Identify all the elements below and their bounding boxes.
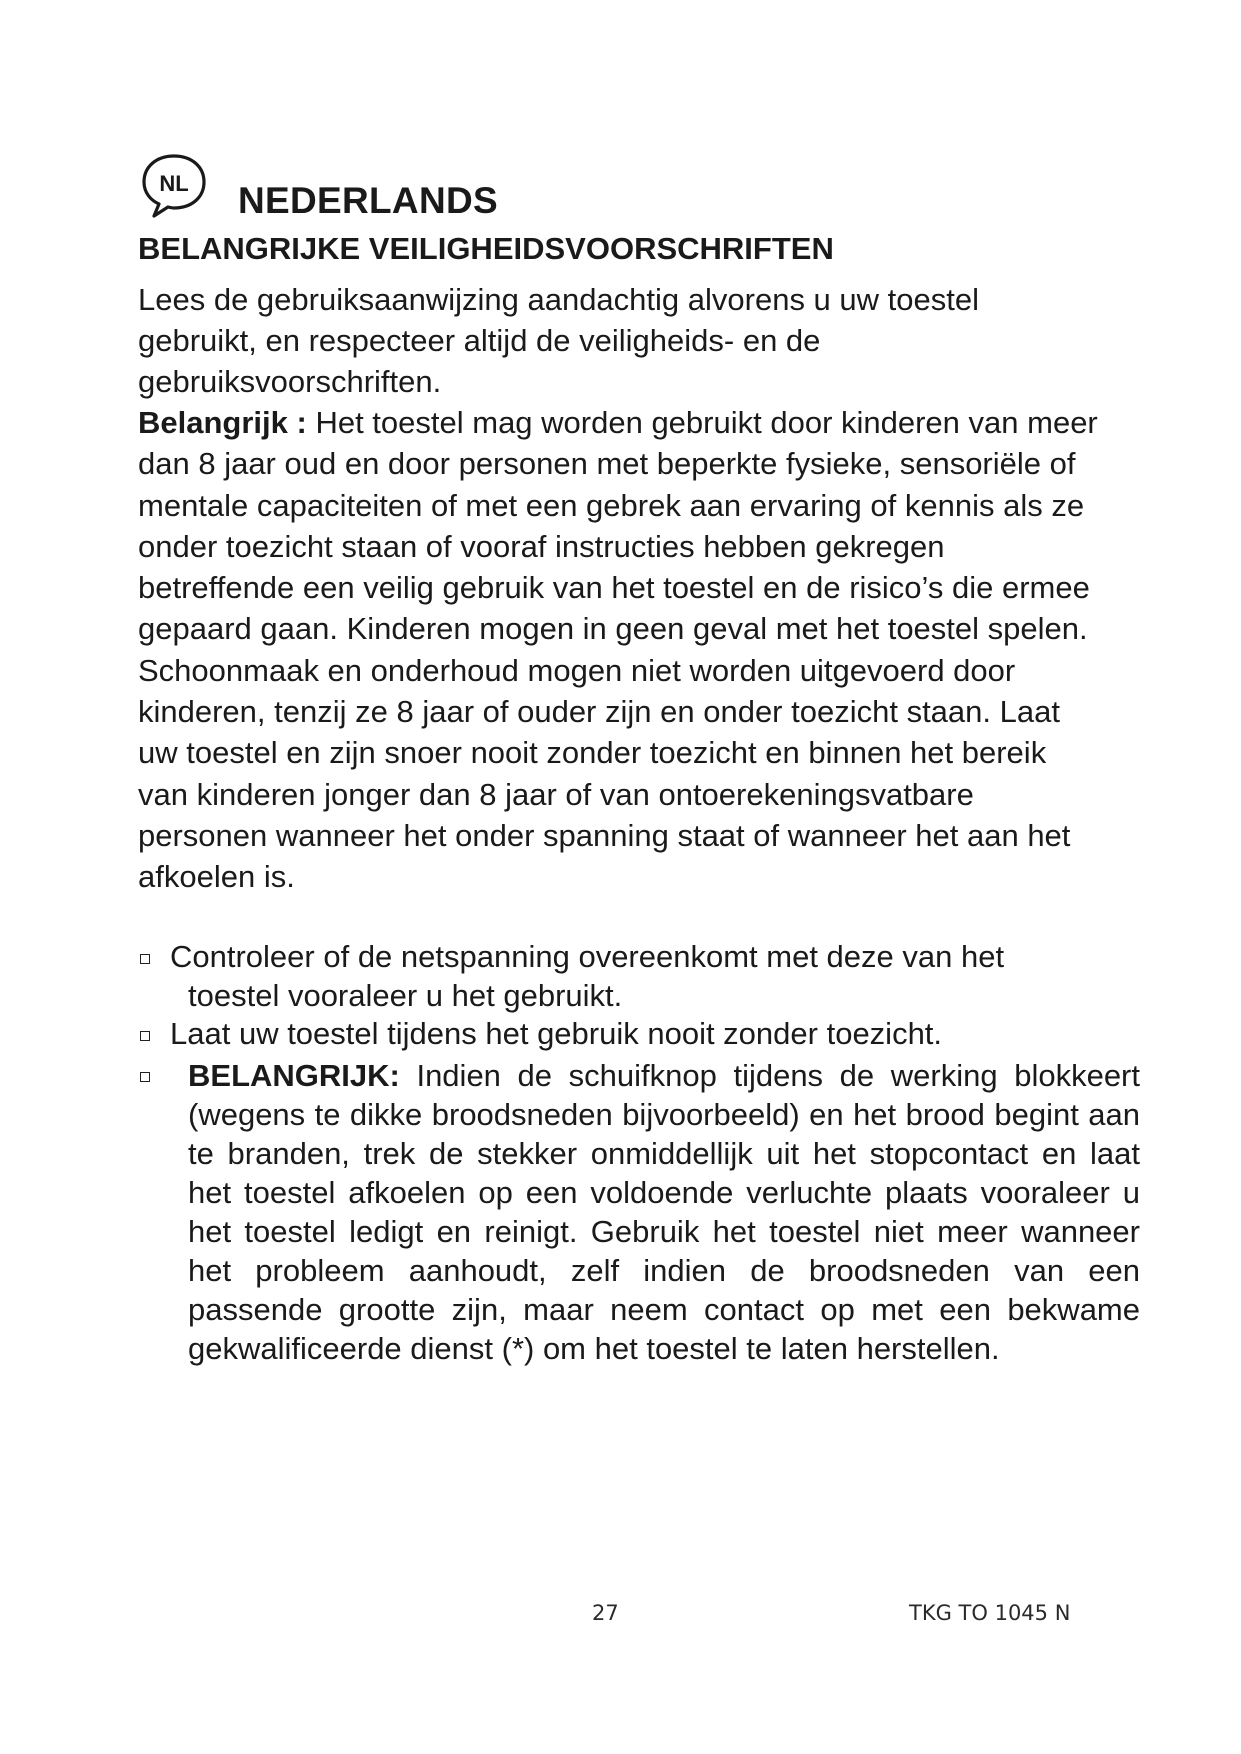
model-number: TKG TO 1045 N: [909, 1601, 1071, 1625]
bullet-1-line-1: Controleer of de netspanning overeenkomt met deze van het: [170, 939, 1005, 974]
bullet-3-lead: BELANGRIJK:: [188, 1057, 400, 1093]
list-item: [138, 938, 1130, 1015]
list-item: [138, 1056, 1140, 1368]
important-text: Het toestel mag worden gebruikt door kinderen van meer dan 8 jaar oud en door personen met beperkte fysieke, sensoriële of mentale capaciteiten of met een gebrek aan ervaring of kennis als ze onder toezicht staan of vooraf instructies hebben gekregen betreffende een veilig gebruik van het toestel en de risico’s die ermee gepaard gaan. Kinderen mogen in geen geval met het toestel spelen. Schoonmaak en onderhoud mogen niet worden uitgevoerd door kinderen, tenzij ze 8 jaar of ouder zijn en onder toezicht staan. Laat uw toestel en zijn snoer nooit zonder toezicht en binnen het bereik van kinderen jonger dan 8 jaar of van ontoerekeningsvatbare personen wanneer het onder spanning staat of wanneer het aan het afkoelen is.: [138, 405, 1098, 895]
language-header: [138, 150, 738, 230]
bullet-3-text: Indien de schuifknop tijdens de werking blokkeert (wegens te dikke broodsneden bijvoorbeeld) en het brood begint aan te branden, trek de stekker onmiddellijk uit het stopcontact en laat het toestel afkoelen op een voldoende verluchte plaats vooraleer u het toestel ledigt en reinigt. Gebruik het toestel niet meer wanneer het probleem aanhoudt, zelf indien de broodsneden van een passende grootte zijn, maar neem contact op met een bekwame gekwalificeerde dienst (*) om het toestel te laten herstellen.: [188, 1057, 1140, 1366]
language-title: NEDERLANDS: [238, 180, 498, 221]
bullet-2-text: Laat uw toestel tijdens het gebruik nooit zonder toezicht.: [170, 1016, 943, 1051]
checkbox-bullet-icon: [140, 954, 150, 964]
safety-bullet-list: [138, 938, 1140, 1368]
section-title: BELANGRIJKE VEILIGHEIDSVOORSCHRIFTEN: [138, 231, 834, 266]
important-lead: Belangrijk :: [138, 405, 307, 440]
checkbox-bullet-icon: [140, 1031, 150, 1041]
page-number: 27: [592, 1601, 619, 1625]
intro-paragraph: Lees de gebruiksaanwijzing aandachtig alvorens u uw toestel gebruikt, en respecteer altijd de veiligheids- en de gebruiksvoorschriften.: [138, 282, 979, 399]
speech-bubble-icon: [138, 150, 210, 222]
important-paragraph: [138, 402, 1098, 898]
bullet-1-line-2: toestel vooraleer u het gebruikt.: [188, 977, 623, 1013]
language-badge-text: NL: [159, 171, 189, 196]
checkbox-bullet-icon: [140, 1072, 150, 1082]
list-item: [138, 1015, 1128, 1054]
